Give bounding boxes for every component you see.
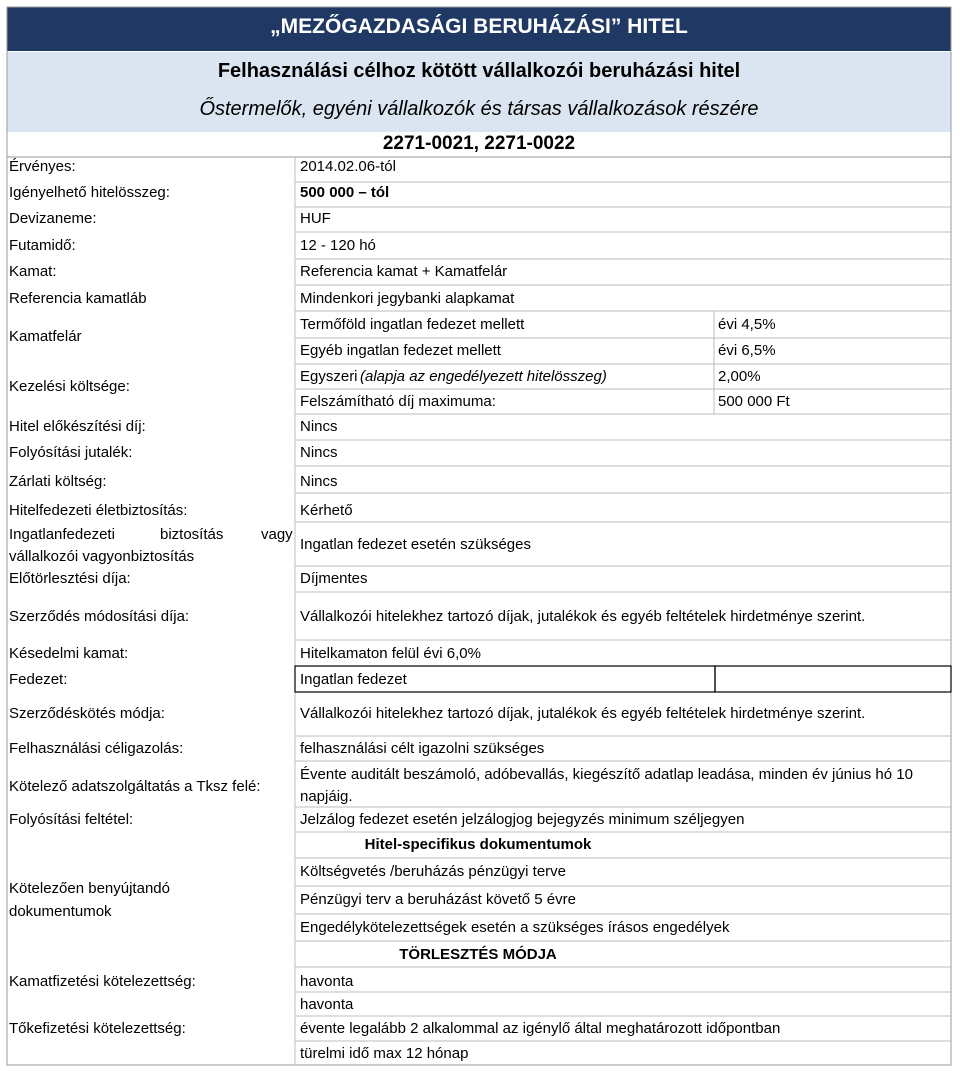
value-kamat: Referencia kamat + Kamatfelár [300, 263, 508, 280]
label-kesedelmi: Késedelmi kamat: [9, 645, 129, 662]
value-szerzodeskotes: Vállalkozói hitelekhez tartozó díjak, jutalékok és egyéb feltételek hirdetménye szerint. [300, 705, 866, 722]
label-kamatfizetesi: Kamatfizetési kötelezettség: [9, 973, 196, 990]
value-kamatfelar-2: Egyéb ingatlan fedezet mellett [300, 342, 501, 359]
pct-kamatfelar-2: évi 6,5% [718, 342, 776, 359]
value-folyositasi-jut: Nincs [300, 444, 338, 461]
page-title: „MEZŐGAZDASÁGI BERUHÁZÁSI” HITEL [270, 15, 688, 38]
label-biztositas-2: biztosítás [160, 526, 224, 543]
value-biztositas: Ingatlan fedezet esetén szükséges [300, 536, 531, 553]
audience: Őstermelők, egyéni vállalkozók és társas vállalkozások részére [199, 98, 759, 120]
label-deviza: Devizaneme: [9, 210, 97, 227]
section-header-documents: Hitel-specifikus dokumentumok [364, 836, 592, 853]
label-tokefizetesi: Tőkefizetési kötelezettség: [9, 1020, 186, 1037]
label-fedezet: Fedezet: [9, 671, 68, 688]
label-eletbiztositas: Hitelfedezeti életbiztosítás: [9, 502, 188, 519]
value-tokefizetesi-1: havonta [300, 996, 354, 1013]
product-codes: 2271-0021, 2271-0022 [382, 133, 576, 154]
value-ervenyes: 2014.02.06-tól [300, 158, 396, 175]
value-kezelesi-2: Felszámítható díj maximuma: [300, 393, 496, 410]
label-kamat: Kamat: [9, 263, 57, 280]
label-adatszolg: Kötelező adatszolgáltatás a Tksz felé: [9, 778, 261, 795]
label-kotelezo-dok-2: dokumentumok [9, 903, 112, 920]
pct-kezelesi-1: 2,00% [718, 368, 761, 385]
value-fedezet: Ingatlan fedezet [300, 671, 407, 688]
value-eletbiztositas: Kérhető [300, 502, 353, 519]
value-adatszolg-2: napjáig. [300, 788, 353, 805]
value-osszeg: 500 000 – tól [300, 184, 390, 201]
label-szerzodeskotes: Szerződéskötés módja: [9, 705, 165, 722]
pct-kamatfelar-1: évi 4,5% [718, 316, 776, 333]
value-zarlati: Nincs [300, 473, 338, 490]
label-kotelezo-dok-1: Kötelezően benyújtandó [9, 880, 170, 897]
value-kamatfizetesi: havonta [300, 973, 354, 990]
label-kezelesi: Kezelési költsége: [9, 378, 130, 395]
label-ervenyes: Érvényes: [9, 158, 76, 175]
label-celigazolas: Felhasználási céligazolás: [9, 740, 184, 757]
label-biztositas-4: vállalkozói vagyonbiztosítás [9, 548, 195, 565]
value-szerzodes-mod: Vállalkozói hitelekhez tartozó díjak, jutalékok és egyéb feltételek hirdetménye szerint. [300, 608, 866, 625]
label-futamido: Futamidő: [9, 237, 76, 254]
doc-item-3: Engedélykötelezettségek esetén a szükséges írásos engedélyek [300, 919, 730, 936]
label-elotorlesztesi: Előtörlesztési díja: [9, 570, 131, 587]
value-adatszolg-1: Évente auditált beszámoló, adóbevallás, kiegészítő adatlap leadása, minden év június hó 10 [300, 766, 913, 783]
value-kesedelmi: Hitelkamaton felül évi 6,0% [300, 645, 481, 662]
label-kamatfelar: Kamatfelár [9, 328, 82, 345]
value-tokefizetesi-3: türelmi idő max 12 hónap [300, 1045, 469, 1062]
value-kezelesi-1a: Egyszeri [300, 368, 358, 385]
label-refkamat: Referencia kamatláb [9, 290, 147, 307]
label-elokeszitesi: Hitel előkészítési díj: [9, 418, 146, 435]
value-folyositasi-felt: Jelzálog fedezet esetén jelzálogjog bejegyzés minimum széljegyen [300, 811, 745, 828]
label-osszeg: Igényelhető hitelösszeg: [9, 184, 170, 201]
label-biztositas-3: vagy [261, 526, 293, 543]
value-kamatfelar-1: Termőföld ingatlan fedezet mellett [300, 316, 525, 333]
label-folyositasi-jut: Folyósítási jutalék: [9, 444, 133, 461]
value-celigazolas: felhasználási célt igazolni szükséges [300, 740, 545, 757]
value-elokeszitesi: Nincs [300, 418, 338, 435]
value-deviza: HUF [300, 210, 331, 227]
value-elotorlesztesi: Díjmentes [300, 570, 368, 587]
doc-item-1: Költségvetés /beruházás pénzügyi terve [300, 863, 566, 880]
label-folyositasi-felt: Folyósítási feltétel: [9, 811, 134, 828]
section-header-repayment: TÖRLESZTÉS MÓDJA [399, 946, 557, 963]
subtitle: Felhasználási célhoz kötött vállalkozói beruházási hitel [217, 60, 741, 82]
doc-item-2: Pénzügyi terv a beruházást követő 5 évre [300, 891, 576, 908]
amount-kezelesi-2: 500 000 Ft [718, 393, 790, 410]
value-kezelesi-1b: (alapja az engedélyezett hitelösszeg) [360, 368, 607, 385]
value-refkamat: Mindenkori jegybanki alapkamat [300, 290, 515, 307]
value-tokefizetesi-2: évente legalább 2 alkalommal az igénylő által meghatározott időpontban [300, 1020, 781, 1037]
value-futamido: 12 - 120 hó [300, 237, 376, 254]
label-szerzodes-mod: Szerződés módosítási díja: [9, 608, 190, 625]
label-zarlati: Zárlati költség: [9, 473, 107, 490]
label-biztositas-1: Ingatlanfedezeti [9, 526, 115, 543]
